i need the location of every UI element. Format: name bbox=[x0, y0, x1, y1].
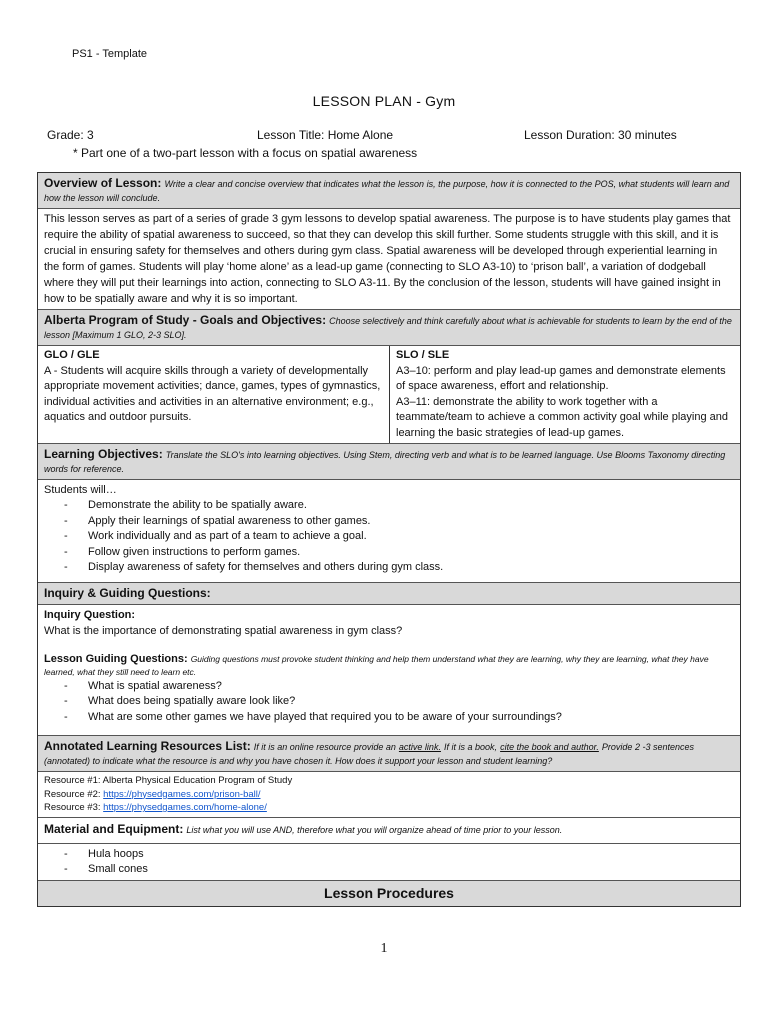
materials-list bbox=[44, 847, 734, 878]
lesson-plan-table bbox=[37, 172, 741, 907]
slo-column bbox=[389, 346, 740, 443]
resource-item bbox=[44, 801, 734, 815]
resource-label: Resource #1: bbox=[44, 775, 101, 786]
lesson-duration-field: Lesson Duration: 30 minutes bbox=[524, 128, 677, 142]
glo-slo-row bbox=[38, 346, 740, 444]
objectives-header bbox=[38, 444, 740, 480]
glo-text: A - Students will acquire skills through a variety of developmentally appropriate movement activities; dance, games, types of gymnastics, individual activities and activities in an alternative environment; e.g., aquatics and outdoor pursuits. bbox=[44, 364, 381, 423]
inquiry-label: Inquiry & Guiding Questions: bbox=[44, 585, 211, 600]
program-instruction: Choose selectively and think carefully about what is achievable for students to learn by the end of the lesson [Maximum 1 GLO, 2-3 SLO]. bbox=[44, 316, 732, 340]
overview-label: Overview of Lesson: bbox=[44, 176, 162, 190]
page-title: LESSON PLAN - Gym bbox=[312, 93, 456, 109]
resources-label: Annotated Learning Resources List: bbox=[44, 739, 251, 753]
resource-item bbox=[44, 774, 734, 788]
grade-field: Grade: 3 bbox=[47, 128, 94, 142]
resources-instruction: Provide 2 -3 sentences (annotated) to indicate what the resource is and why you have chosen it. How does it support your lesson and student learning? bbox=[44, 742, 694, 766]
materials-instruction: List what you will use AND, therefore what you will organize ahead of time prior to your lesson. bbox=[186, 824, 563, 835]
resources-instruction: If it is a book, bbox=[444, 742, 498, 752]
inquiry-question-heading: Inquiry Question: bbox=[44, 608, 136, 621]
materials-header bbox=[38, 818, 740, 844]
overview-instruction: Write a clear and concise overview that indicates what the lesson is, the purpose, how it is connected to the POS, what students will learn and how the lesson will conclude. bbox=[44, 179, 730, 203]
resource-label: Resource #2: bbox=[44, 788, 101, 800]
resource-item bbox=[44, 788, 734, 802]
slo-heading: SLO / SLE bbox=[396, 349, 450, 361]
lesson-note: * Part one of a two-part lesson with a focus on spatial awareness bbox=[73, 146, 418, 160]
glo-column bbox=[38, 346, 389, 443]
list-item: - What is spatial awareness? bbox=[64, 679, 734, 695]
resource-label: Resource #3: bbox=[44, 802, 101, 813]
materials-label: Material and Equipment: bbox=[44, 821, 184, 836]
resources-header bbox=[38, 736, 740, 772]
template-label: PS1 - Template bbox=[72, 48, 148, 60]
list-item: - Follow given instructions to perform games. bbox=[64, 545, 734, 561]
objectives-list bbox=[44, 498, 734, 576]
overview-header bbox=[38, 173, 740, 209]
list-item: - Display awareness of safety for themselves and others during gym class. bbox=[64, 560, 734, 576]
objectives-label: Learning Objectives: bbox=[44, 447, 163, 461]
procedures-header: Lesson Procedures bbox=[38, 881, 740, 906]
slo-item: A3–10: perform and play lead-up games and demonstrate elements of space awareness, effort and relationship. bbox=[396, 364, 726, 392]
inquiry-question-text: What is the importance of demonstrating spatial awareness in gym class? bbox=[44, 624, 403, 637]
resource-link[interactable]: https://physedgames.com/home-alone/ bbox=[103, 802, 267, 813]
inquiry-header bbox=[38, 583, 740, 605]
guiding-questions-label: Lesson Guiding Questions: bbox=[44, 652, 188, 665]
resources-instruction-emphasis: active link. bbox=[398, 742, 441, 752]
glo-heading: GLO / GLE bbox=[44, 349, 100, 361]
program-header bbox=[38, 310, 740, 346]
lesson-title-field: Lesson Title: Home Alone bbox=[257, 128, 394, 142]
guiding-questions-instruction: Guiding questions must provoke student thinking and help them understand what they are learning, why they are learning, what they have learned, what they still need to learn etc. bbox=[44, 653, 709, 677]
list-item: - Hula hoops bbox=[64, 847, 734, 863]
resource-text: Alberta Physical Education Program of Study bbox=[102, 775, 293, 786]
guiding-questions-intro bbox=[44, 653, 734, 679]
resource-link[interactable]: https://physedgames.com/prison-ball/ bbox=[103, 788, 261, 800]
resources-instruction: If it is an online resource provide an bbox=[253, 742, 396, 752]
overview-text: This lesson serves as part of a series of grade 3 gym lessons to develop spatial awareness. The purpose is to have students play games that require the ability of spatial awareness to succeed, so that they can develop this skill further. Some students struggle with this skill, and it is crucial in ensuring safety for themselves and others during gym class. Spatial awareness will be developed through experiential learning in the form of games. Students will play ‘home alone’ as a lead-up game (connecting to SLO A3-10) to ‘prison ball’, a variation of dodgeball where they will put their learnings into action, connecting to SLO A3-11. By the conclusion of the lesson, students will have gained insight in how to be spatially aware and why it is so important. bbox=[38, 209, 740, 310]
inquiry-body bbox=[38, 605, 740, 737]
materials-body bbox=[38, 844, 740, 881]
list-item: - Work individually and as part of a team to achieve a goal. bbox=[64, 529, 734, 545]
list-item: - What are some other games we have played that required you to be aware of your surroundings? bbox=[64, 710, 734, 726]
objectives-body bbox=[38, 480, 740, 583]
guiding-questions-list bbox=[44, 679, 734, 726]
slo-item: A3–11: demonstrate the ability to work together with a teammate/team to achieve a common activity goal while playing and learning the basic strategies of lead-up games. bbox=[396, 395, 729, 439]
objectives-stem: Students will… bbox=[44, 484, 117, 496]
list-item: - Demonstrate the ability to be spatially aware. bbox=[64, 498, 734, 514]
list-item: - Apply their learnings of spatial awareness to other games. bbox=[64, 514, 734, 530]
program-label: Alberta Program of Study - Goals and Objectives: bbox=[44, 313, 327, 327]
list-item: - Small cones bbox=[64, 862, 734, 878]
objectives-instruction: Translate the SLO's into learning objectives. Using Stem, directing verb and what is to be learned language. Use Blooms Taxonomy directing words for reference. bbox=[44, 450, 726, 474]
resources-list bbox=[38, 772, 740, 818]
resources-instruction-emphasis: cite the book and author. bbox=[500, 742, 599, 752]
list-item: - What does being spatially aware look like? bbox=[64, 694, 734, 710]
page-number: 1 bbox=[380, 941, 388, 956]
